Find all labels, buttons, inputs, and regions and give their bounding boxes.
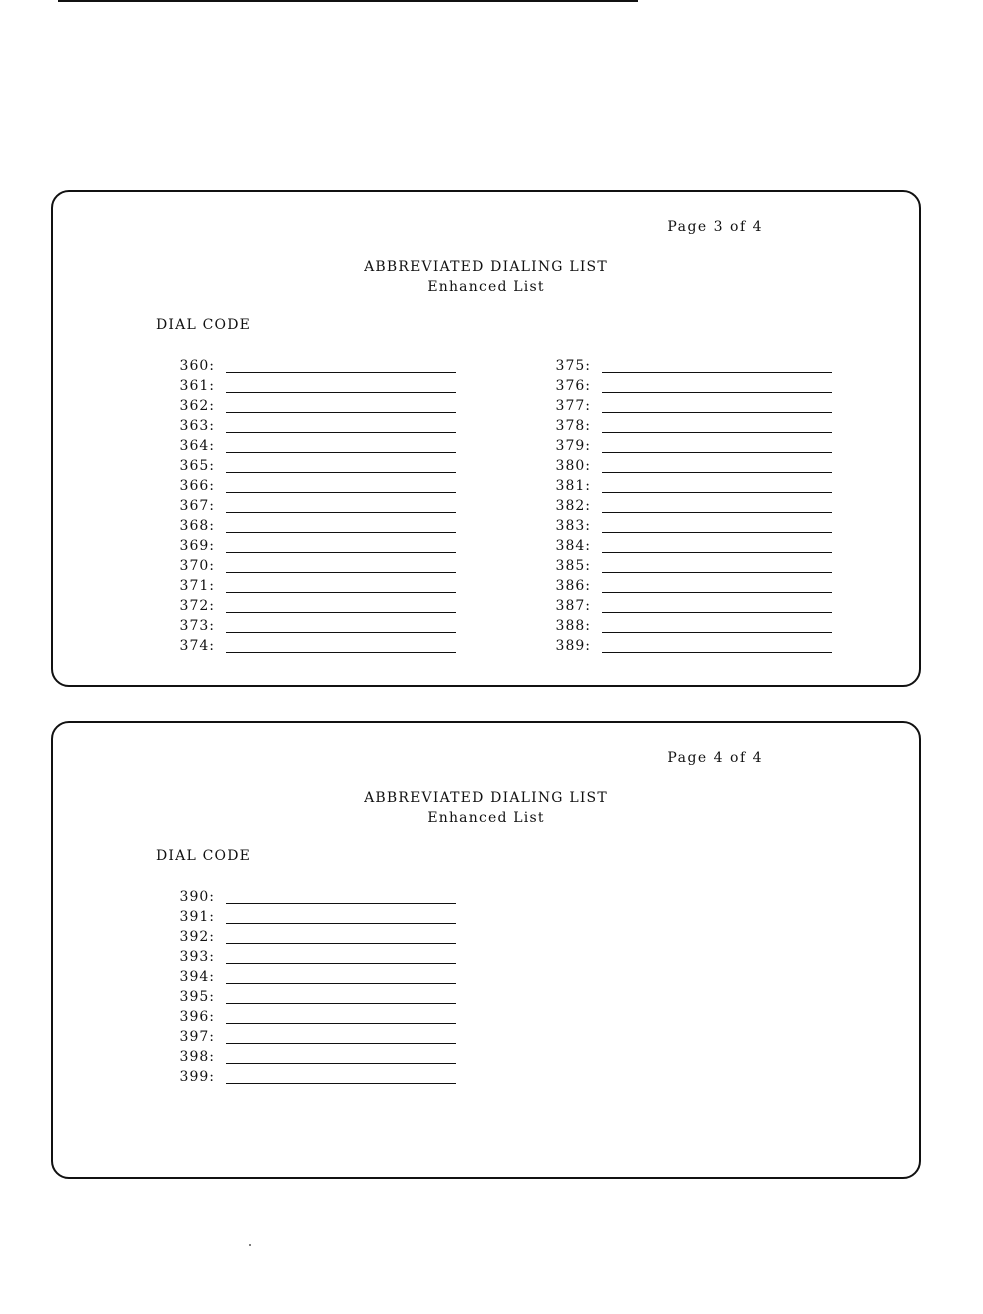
entry-blank-line[interactable] — [226, 372, 456, 373]
dial-code-number: 399: — [179, 1069, 215, 1085]
dial-code-column-right — [547, 356, 837, 656]
entry-blank-line[interactable] — [226, 452, 456, 453]
dial-code-row — [171, 887, 461, 907]
dial-code-number: 384: — [555, 538, 591, 554]
entry-blank-line[interactable] — [602, 512, 832, 513]
dial-code-number: 367: — [179, 498, 215, 514]
dial-code-row — [547, 476, 837, 496]
dial-code-number: 387: — [555, 598, 591, 614]
dial-code-row — [171, 376, 461, 396]
dial-code-row — [547, 416, 837, 436]
entry-blank-line[interactable] — [226, 472, 456, 473]
dial-code-row — [547, 536, 837, 556]
dial-code-number: 394: — [179, 969, 215, 985]
dial-code-number: 397: — [179, 1029, 215, 1045]
entry-blank-line[interactable] — [602, 572, 832, 573]
entry-blank-line[interactable] — [602, 652, 832, 653]
entry-blank-line[interactable] — [226, 392, 456, 393]
entry-blank-line[interactable] — [226, 572, 456, 573]
entry-blank-line[interactable] — [602, 472, 832, 473]
entry-blank-line[interactable] — [226, 1043, 456, 1044]
dial-code-row — [171, 536, 461, 556]
entry-blank-line[interactable] — [226, 903, 456, 904]
dial-code-row — [547, 516, 837, 536]
entry-blank-line[interactable] — [226, 943, 456, 944]
dial-code-number: 363: — [179, 418, 215, 434]
dial-code-number: 382: — [555, 498, 591, 514]
dial-code-number: 370: — [179, 558, 215, 574]
entry-blank-line[interactable] — [602, 632, 832, 633]
entry-blank-line[interactable] — [226, 612, 456, 613]
entry-blank-line[interactable] — [226, 412, 456, 413]
dial-code-row — [171, 516, 461, 536]
page-indicator: Page 3 of 4 — [667, 219, 763, 235]
dial-code-number: 376: — [555, 378, 591, 394]
dial-code-number: 392: — [179, 929, 215, 945]
dial-code-number: 393: — [179, 949, 215, 965]
dial-code-number: 396: — [179, 1009, 215, 1025]
dial-code-number: 386: — [555, 578, 591, 594]
dial-code-header: DIAL CODE — [156, 317, 252, 333]
entry-blank-line[interactable] — [602, 592, 832, 593]
dial-code-number: 362: — [179, 398, 215, 414]
dial-code-number: 383: — [555, 518, 591, 534]
entry-blank-line[interactable] — [602, 492, 832, 493]
dial-code-row — [171, 476, 461, 496]
dial-code-number: 360: — [179, 358, 215, 374]
top-divider-rule — [58, 0, 638, 2]
dial-code-row — [171, 556, 461, 576]
entry-blank-line[interactable] — [602, 432, 832, 433]
dial-code-row — [171, 576, 461, 596]
entry-blank-line[interactable] — [602, 372, 832, 373]
dialing-list-form-page-3 — [51, 190, 921, 687]
dial-code-number: 366: — [179, 478, 215, 494]
entry-blank-line[interactable] — [226, 592, 456, 593]
dial-code-row — [171, 596, 461, 616]
dial-code-row — [171, 907, 461, 927]
entry-blank-line[interactable] — [602, 452, 832, 453]
entry-blank-line[interactable] — [226, 632, 456, 633]
dial-code-number: 368: — [179, 518, 215, 534]
dial-code-number: 365: — [179, 458, 215, 474]
dial-code-row — [171, 396, 461, 416]
dial-code-number: 361: — [179, 378, 215, 394]
dial-code-row — [547, 456, 837, 476]
dial-code-row — [171, 356, 461, 376]
stray-mark — [249, 1244, 251, 1246]
dial-code-row — [171, 436, 461, 456]
dial-code-number: 371: — [179, 578, 215, 594]
dial-code-number: 373: — [179, 618, 215, 634]
dial-code-number: 381: — [555, 478, 591, 494]
entry-blank-line[interactable] — [226, 1083, 456, 1084]
dial-code-row — [547, 356, 837, 376]
entry-blank-line[interactable] — [226, 532, 456, 533]
dial-code-row — [171, 616, 461, 636]
entry-blank-line[interactable] — [226, 652, 456, 653]
dial-code-number: 380: — [555, 458, 591, 474]
dial-code-number: 385: — [555, 558, 591, 574]
dial-code-number: 388: — [555, 618, 591, 634]
entry-blank-line[interactable] — [602, 392, 832, 393]
dial-code-header: DIAL CODE — [156, 848, 252, 864]
dial-code-number: 369: — [179, 538, 215, 554]
dial-code-row — [171, 636, 461, 656]
dial-code-number: 395: — [179, 989, 215, 1005]
dial-code-row — [171, 1027, 461, 1047]
dial-code-row — [547, 436, 837, 456]
dial-code-row — [171, 1047, 461, 1067]
dial-code-row — [547, 636, 837, 656]
dial-code-column-left — [171, 356, 461, 656]
entry-blank-line[interactable] — [226, 492, 456, 493]
dial-code-row — [171, 927, 461, 947]
dial-code-row — [171, 967, 461, 987]
dial-code-row — [547, 376, 837, 396]
entry-blank-line[interactable] — [602, 532, 832, 533]
entry-blank-line[interactable] — [226, 1003, 456, 1004]
dial-code-row — [547, 576, 837, 596]
entry-blank-line[interactable] — [602, 612, 832, 613]
entry-blank-line[interactable] — [226, 983, 456, 984]
dial-code-row — [171, 1067, 461, 1087]
dial-code-row — [547, 496, 837, 516]
entry-blank-line[interactable] — [226, 1023, 456, 1024]
dial-code-row — [171, 1007, 461, 1027]
dial-code-row — [171, 947, 461, 967]
dial-code-row — [171, 416, 461, 436]
dial-code-row — [171, 987, 461, 1007]
dial-code-number: 372: — [179, 598, 215, 614]
dialing-list-form-page-4 — [51, 721, 921, 1179]
entry-blank-line[interactable] — [602, 552, 832, 553]
dial-code-row — [547, 596, 837, 616]
dial-code-number: 377: — [555, 398, 591, 414]
dial-code-row — [547, 396, 837, 416]
entry-blank-line[interactable] — [226, 1063, 456, 1064]
page-indicator: Page 4 of 4 — [667, 750, 763, 766]
form-title: ABBREVIATED DIALING LIST — [364, 790, 608, 806]
dial-code-number: 364: — [179, 438, 215, 454]
dial-code-row — [547, 616, 837, 636]
entry-blank-line[interactable] — [226, 432, 456, 433]
dial-code-number: 374: — [179, 638, 215, 654]
entry-blank-line[interactable] — [226, 552, 456, 553]
dial-code-row — [547, 556, 837, 576]
dial-code-number: 389: — [555, 638, 591, 654]
dial-code-number: 378: — [555, 418, 591, 434]
entry-blank-line[interactable] — [226, 923, 456, 924]
dial-code-number: 379: — [555, 438, 591, 454]
dial-code-number: 390: — [179, 889, 215, 905]
entry-blank-line[interactable] — [602, 412, 832, 413]
dial-code-column-left — [171, 887, 461, 1087]
dial-code-row — [171, 456, 461, 476]
dial-code-number: 398: — [179, 1049, 215, 1065]
form-subtitle: Enhanced List — [427, 279, 545, 295]
form-title: ABBREVIATED DIALING LIST — [364, 259, 608, 275]
dial-code-row — [171, 496, 461, 516]
dial-code-number: 375: — [555, 358, 591, 374]
form-subtitle: Enhanced List — [427, 810, 545, 826]
entry-blank-line[interactable] — [226, 512, 456, 513]
entry-blank-line[interactable] — [226, 963, 456, 964]
dial-code-number: 391: — [179, 909, 215, 925]
